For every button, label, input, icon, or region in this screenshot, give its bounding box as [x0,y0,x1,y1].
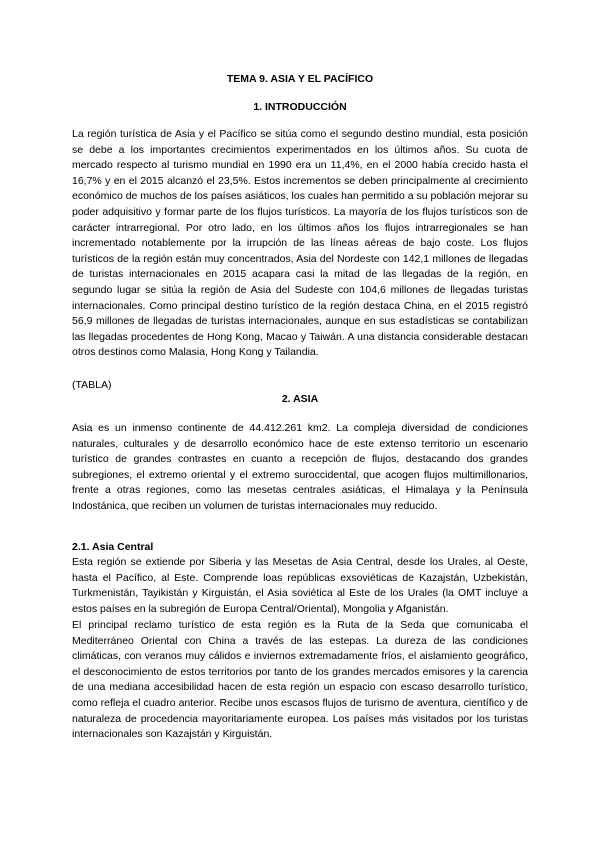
asia-central-paragraph-2: El principal reclamo turístico de esta región es la Ruta de la Seda que comunicaba el Mediterráneo Oriental con China a través de las estepas. La dureza de las condiciones climáticas, con veranos muy cálidos e inviernos extremadamente fríos, el aislamiento geográfico, el desconocimiento de estos territorios por tanto de los grandes mercados emisores y la carencia de una mediana accesibilidad hacen de esta región un espacio con escaso desarrollo turístico, como refleja el cuadro anterior. Recibe unos escasos flujos de turismo de aventura, científico y de naturaleza de procedencia mayoritariamente europea. Los países más visitados por los turistas internacionales son Kazajstán y Kirguistán. [72,619,528,741]
introduccion-paragraph: La región turística de Asia y el Pacífico se sitúa como el segundo destino mundial, esta posición se debe a los importantes crecimientos experimentados en los últimos años. Su cuota de mercado respecto al turismo mundial en 1990 era un 11,4%, en el 2000 había crecido hasta el 16,7% y en el 2015 alcanzó el 23,5%. Estos incrementos se deben principalmente al crecimiento económico de muchos de los países asiáticos, los cuales han permitido a su población mejorar su poder adquisitivo y formar parte de los flujos turísticos. La mayoría de los flujos turísticos son de carácter intrarregional. Por otro lado, en los últimos años los flujos intrarregionales se han incrementado notablemente por la irrupción de las líneas aéreas de bajo coste. Los flujos turísticos de la región están muy concentrados, Asia del Nordeste con 142,1 millones de llegadas de turistas internacionales en 2015 acapara casi la mitad de las llegadas de la región, en segundo lugar se sitúa la región de Asia del Sudeste con 104,6 millones de llegadas turistas internacionales. Como principal destino turístico de la región destaca China, en el 2015 registró 56,9 millones de llegadas de turistas internacionales, aunque en sus estadísticas se contabilizan las llegadas procedentes de Hong Kong, Macao y Taiwán. A una distancia considerable destacan otros destinos como Malasia, Hong Kong y Tailandia. [72,128,528,359]
asia-central-paragraph-1: Esta región se extiende por Siberia y las Mesetas de Asia Central, desde los Urales, al Oeste, hasta el Pacífico, al Este. Comprende loas repúblicas exsoviéticas de Kazajstán, Uzbekistán, Turkmenistán, Tayikistán y Kirguistán, el Asia soviética al Este de los Urales (la OMT incluye a estos países en la subregión de Europa Central/Oriental), Mongolia y Afganistán. [72,556,528,615]
asia-paragraph: Asia es un inmenso continente de 44.412.261 km2. La compleja diversidad de condiciones naturales, culturales y de desarrollo económico hace de este extenso territorio un escenario turístico de grandes contrastes en cuanto a recepción de flujos, destacando dos grandes subregiones, el extremo oriental y el extremo suroccidental, que acogen flujos multimillonarios, frente a otras regiones, como las mesetas centrales asiáticas, el Himalaya y la Península Indostánica, que reciben un volumen de turistas internacionales muy reducido. [72,422,528,512]
section-heading-introduccion: 1. INTRODUCCIÓN [253,101,347,113]
document-title: TEMA 9. ASIA Y EL PACÍFICO [226,73,374,85]
section-heading-asia: 2. ASIA [281,393,319,405]
subsection-heading-asia-central: 2.1. Asia Central [72,541,154,553]
table-placeholder: (TABLA) [72,379,112,391]
